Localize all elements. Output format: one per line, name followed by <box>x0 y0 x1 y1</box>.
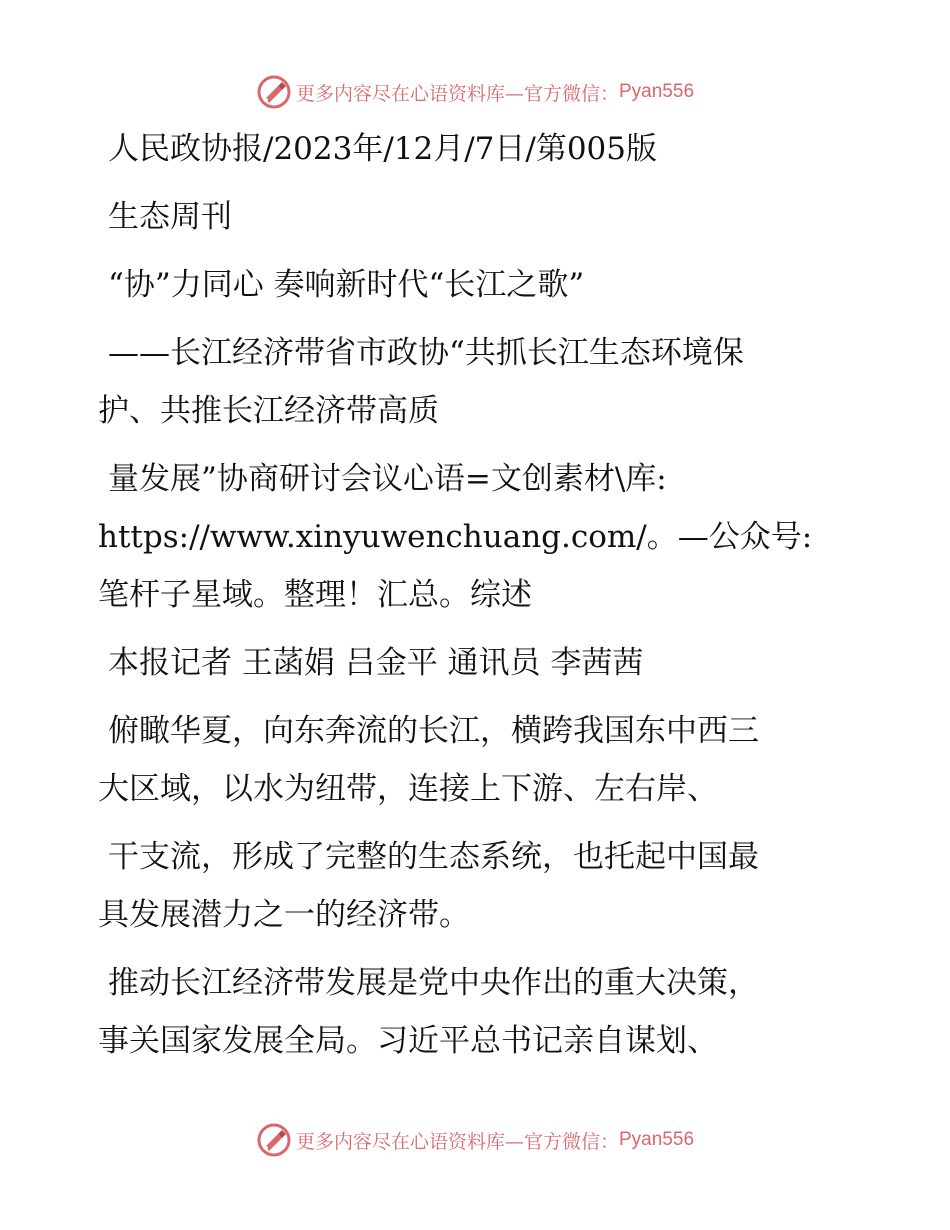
article-line: 量发展”协商研讨会议心语=文创素材\库: <box>108 461 667 497</box>
pen-logo-icon <box>256 1122 292 1158</box>
article-line: 具发展潜力之一的经济带。 <box>98 897 470 933</box>
paragraph-gap <box>98 440 838 450</box>
watermark-text: 更多内容尽在心语资料库—官方微信： <box>295 82 619 105</box>
article-line: 干支流，形成了完整的生态系统，也托起中国最 <box>108 839 759 875</box>
article-line: 本报记者 王菡娟 吕金平 通讯员 李茜茜 <box>108 645 644 681</box>
article-line: 大区域，以水为纽带，连接上下游、左右岸、 <box>98 771 718 807</box>
article-line: 护、共推长江经济带高质 <box>98 393 439 429</box>
article-line: 人民政协报/2023年/12月/7日/第005版 <box>108 131 658 167</box>
article-line: https://www.xinyuwenchuang.com/。—公众号: <box>98 519 813 555</box>
watermark-text: 更多内容尽在心语资料库—官方微信： <box>295 1130 619 1153</box>
paragraph-gap <box>98 624 838 634</box>
watermark-handle: Pyan556 <box>619 1129 695 1150</box>
article-line: 笔杆子星域。整理！汇总。综述 <box>98 577 532 613</box>
watermark-banner-bottom <box>0 1120 950 1160</box>
pen-logo-icon <box>256 74 292 110</box>
article-line: 推动长江经济带发展是党中央作出的重大决策， <box>108 965 759 1001</box>
watermark-handle: Pyan556 <box>619 81 695 102</box>
paragraph-gap <box>98 692 838 702</box>
paragraph-gap <box>98 178 838 188</box>
article-line: 俯瞰华夏，向东奔流的长江，横跨我国东中西三 <box>108 713 759 749</box>
article-body <box>98 120 838 1070</box>
article-line: “协”力同心 奏响新时代“长江之歌” <box>108 267 585 303</box>
paragraph-gap <box>98 818 838 828</box>
article-line: ——长江经济带省市政协“共抓长江生态环境保 <box>108 335 744 371</box>
paragraph-gap <box>98 246 838 256</box>
watermark-banner-top <box>0 72 950 112</box>
paragraph-gap <box>98 944 838 954</box>
article-line: 生态周刊 <box>108 199 232 235</box>
paragraph-gap <box>98 314 838 324</box>
article-line: 事关国家发展全局。习近平总书记亲自谋划、 <box>98 1023 718 1059</box>
